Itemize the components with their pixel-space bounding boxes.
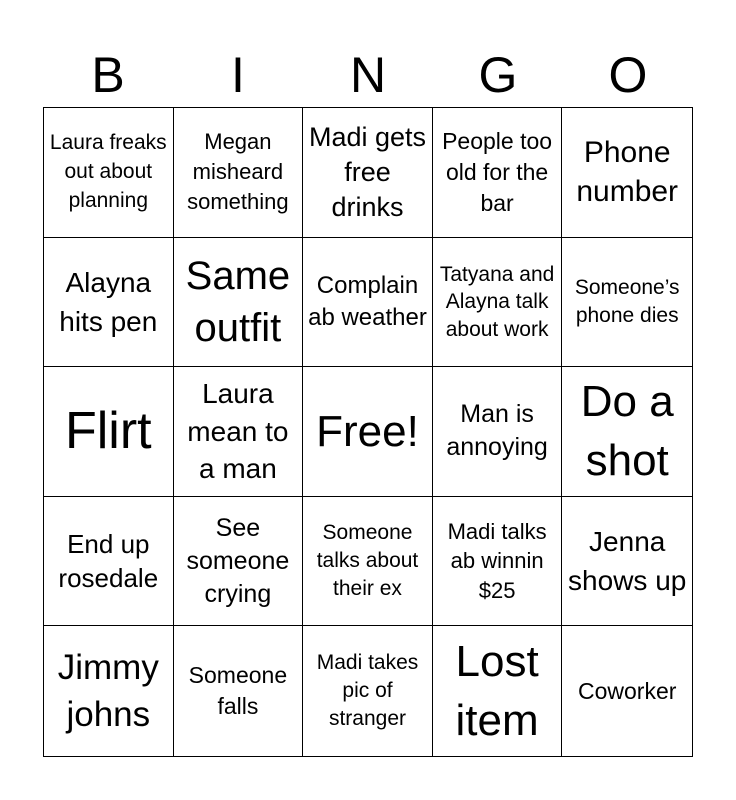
cell-text: Complain ab weather (308, 271, 427, 331)
bingo-cell[interactable] (174, 626, 304, 756)
bingo-cell[interactable] (433, 626, 563, 756)
bingo-cell[interactable] (433, 108, 563, 238)
cell-text: Someone falls (188, 662, 288, 720)
cell-text: Coworker (577, 677, 677, 704)
cell-text: See someone crying (186, 513, 290, 608)
header-letter-b: B (91, 47, 125, 103)
cell-text: Madi gets free drinks (308, 121, 427, 222)
bingo-cell[interactable] (562, 108, 692, 238)
bingo-cell[interactable] (433, 238, 563, 368)
cell-text: People too old for the bar (442, 127, 553, 216)
bingo-cell[interactable] (562, 238, 692, 368)
bingo-cell[interactable] (562, 367, 692, 497)
cell-text: Megan misheard something (187, 129, 289, 215)
bingo-cell[interactable] (562, 626, 692, 756)
bingo-cell[interactable] (174, 497, 304, 627)
bingo-cell[interactable] (44, 238, 174, 368)
bingo-board (43, 107, 693, 757)
header-letter-o: O (608, 47, 648, 103)
bingo-cell[interactable] (433, 497, 563, 627)
bingo-cell[interactable] (44, 497, 174, 627)
cell-text: Laura freaks out about planning (49, 131, 167, 212)
cell-text: Do a shot (580, 377, 674, 486)
cell-text: Someone talks about their ex (316, 520, 419, 601)
header-letter-i: I (231, 47, 245, 103)
bingo-cell[interactable] (174, 108, 304, 238)
cell-text: Jenna shows up (568, 525, 687, 597)
bingo-cell[interactable] (303, 626, 433, 756)
cell-text: End up rosedale (58, 528, 159, 594)
bingo-cell[interactable] (303, 497, 433, 627)
cell-text: Man is annoying (446, 399, 548, 462)
cell-text: Flirt (64, 402, 152, 461)
header-letter-g: G (478, 47, 518, 103)
bingo-cell[interactable] (303, 238, 433, 368)
cell-text: Free! (316, 406, 419, 456)
header-letter-n: N (349, 47, 387, 103)
cell-text: Tatyana and Alayna talk about work (439, 262, 555, 341)
cell-text: Madi talks ab winnin $25 (447, 519, 547, 603)
cell-text: Madi takes pic of stranger (316, 651, 419, 731)
cell-text: Laura mean to a man (187, 377, 289, 485)
cell-text: Phone number (576, 136, 679, 209)
bingo-cell[interactable] (174, 367, 304, 497)
cell-text: Jimmy johns (57, 647, 159, 735)
bingo-cell[interactable] (44, 367, 174, 497)
bingo-cell[interactable] (562, 497, 692, 627)
cell-text: Same outfit (185, 253, 291, 350)
bingo-cell[interactable] (433, 367, 563, 497)
bingo-cell[interactable] (44, 108, 174, 238)
bingo-cell[interactable] (303, 108, 433, 238)
bingo-header (43, 42, 693, 108)
bingo-cell[interactable] (303, 367, 433, 497)
bingo-cell[interactable] (44, 626, 174, 756)
bingo-cell[interactable] (174, 238, 304, 368)
cell-text: Alayna hits pen (59, 266, 158, 337)
cell-text: Someone’s phone dies (574, 275, 680, 327)
cell-text: Lost item (455, 636, 539, 746)
